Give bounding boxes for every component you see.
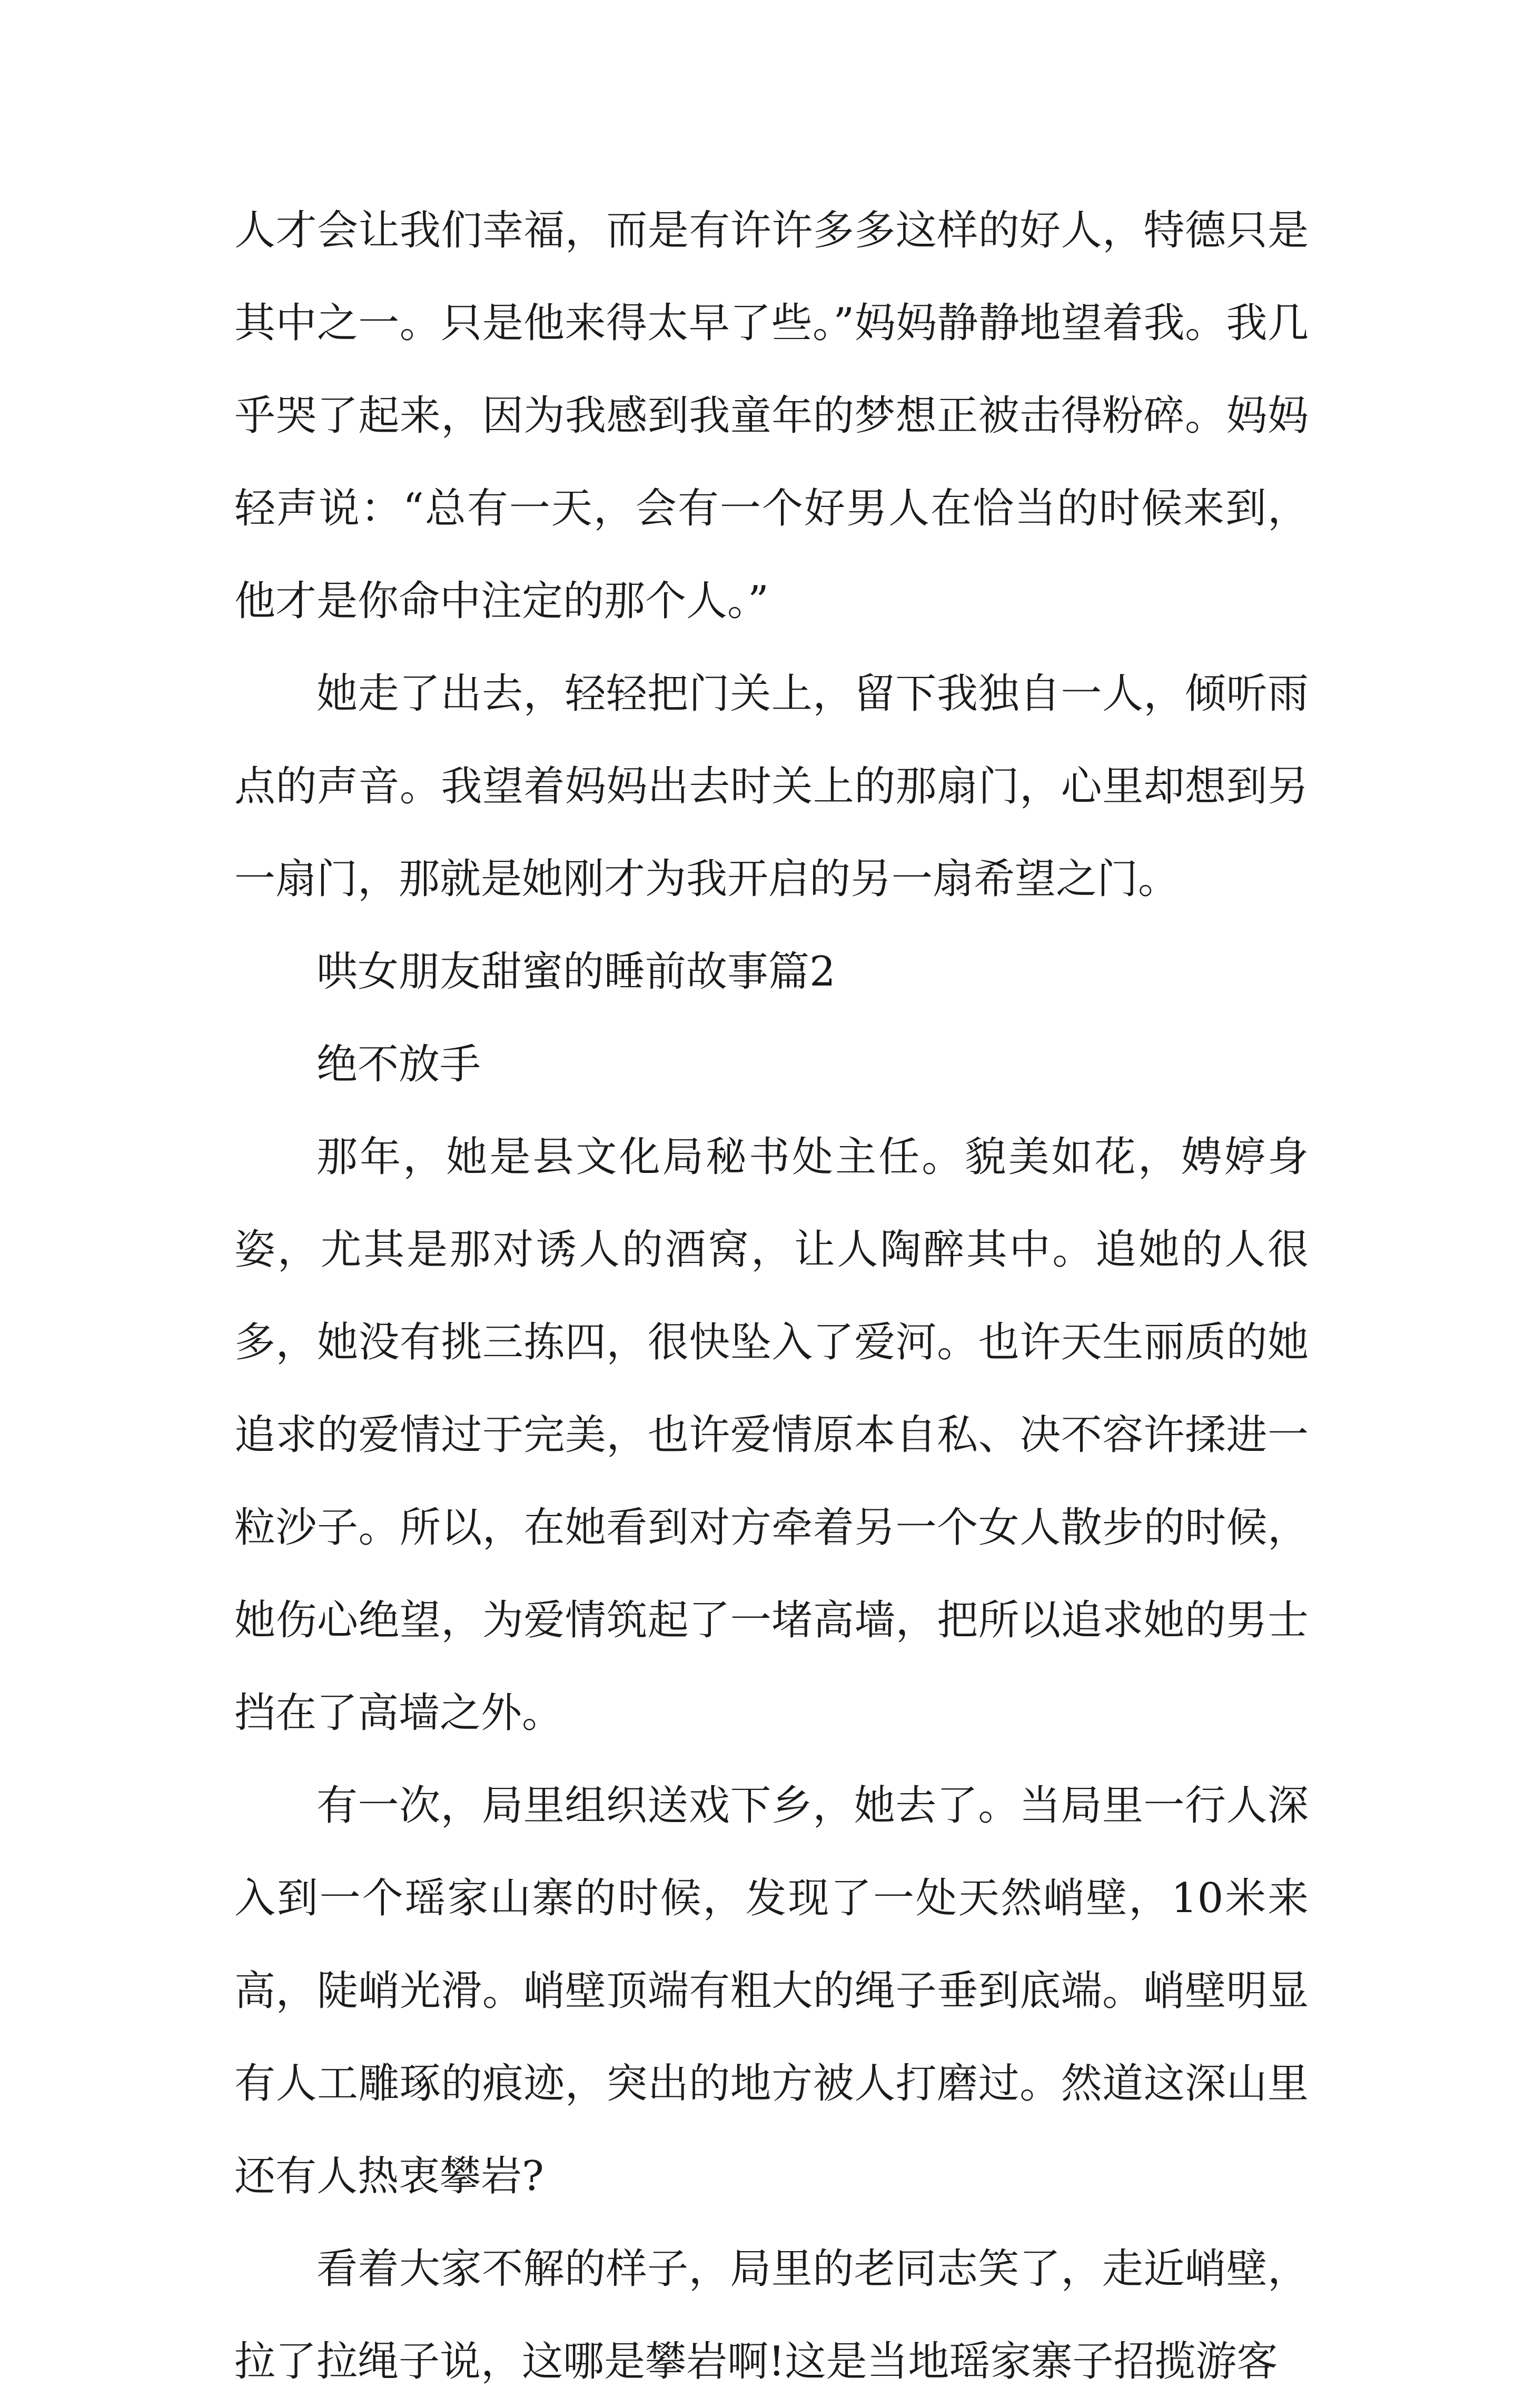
story-title: 绝不放手	[316, 1041, 481, 1088]
paragraph: 有一次，局里组织送戏下乡，她去了。当局里一行人深入到一个瑶家山寨的时候，发现了一处天然峭壁，10米来高，陡峭光滑。峭壁顶端有粗大的绳子垂到底端。峭壁明显有人工雕琢的痕迹，突出的地方被人打磨过。然道这深山里还有人热衷攀岩?	[234, 1782, 1309, 2200]
paragraph-continuation: 人才会让我们幸福，而是有许许多多这样的好人，特德只是其中之一。只是他来得太早了些。”妈妈静静地望着我。我几乎哭了起来，因为我感到我童年的梦想正被击得粉碎。妈妈轻声说：“总有一天，会有一个好男人在恰当的时候来到，他才是你命中注定的那个人。”	[234, 207, 1309, 625]
paragraph: 看着大家不解的样子，局里的老同志笑了，走近峭壁，拉了拉绳子说，这哪是攀岩啊!这是当地瑶家寨子招揽游客	[234, 2245, 1309, 2385]
paragraph: 她走了出去，轻轻把门关上，留下我独自一人，倾听雨点的声音。我望着妈妈出去时关上的那扇门，心里却想到另一扇门，那就是她刚才为我开启的另一扇希望之门。	[234, 670, 1309, 903]
paragraph: 那年，她是县文化局秘书处主任。貌美如花，娉婷身姿，尤其是那对诱人的酒窝，让人陶醉其中。追她的人很多，她没有挑三拣四，很快坠入了爱河。也许天生丽质的她追求的爱情过于完美，也许爱情原本自私、决不容许揉进一粒沙子。所以，在她看到对方牵着另一个女人散步的时候，她伤心绝望，为爱情筑起了一堵高墙，把所以追求她的男士挡在了高墙之外。	[234, 1133, 1309, 1737]
section-title: 哄女朋友甜蜜的睡前故事篇2	[316, 948, 836, 996]
document-body	[234, 184, 1309, 2408]
